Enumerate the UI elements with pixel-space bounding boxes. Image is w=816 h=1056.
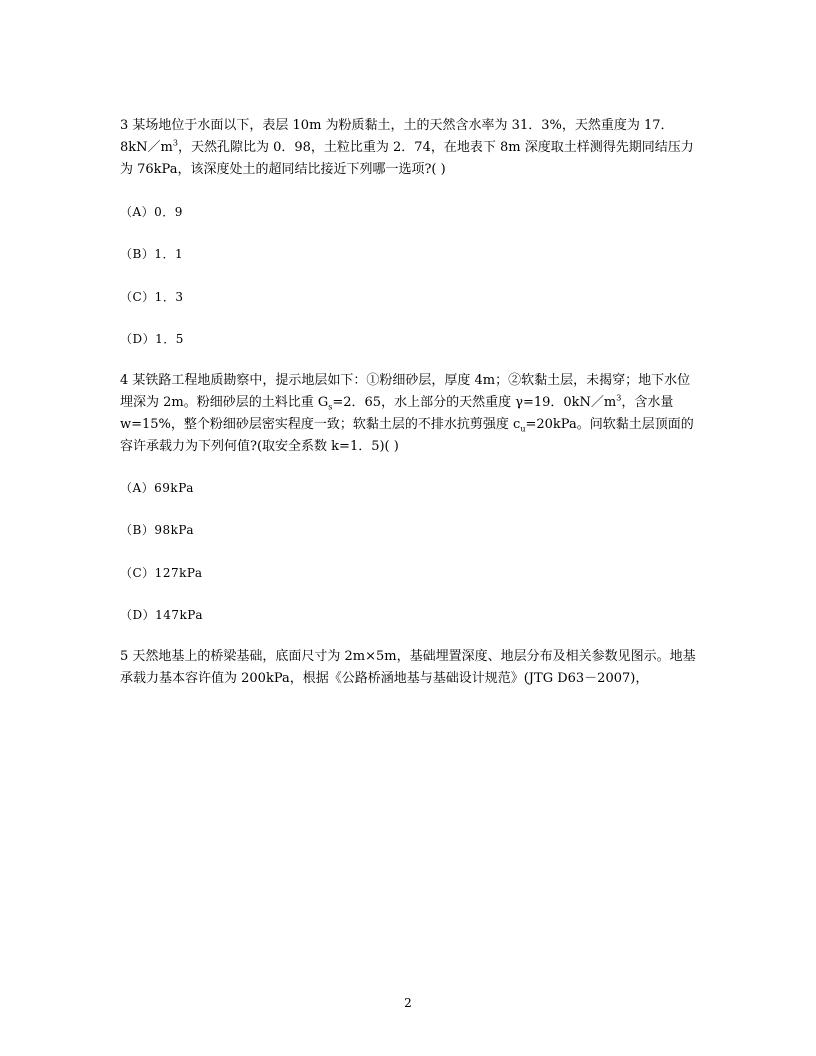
question-4-option-b: （B）98kPa — [120, 523, 195, 537]
question-3-option-c: （C）1．3 — [120, 290, 184, 304]
page-number: 2 — [404, 996, 412, 1010]
question-3-option-b: （B）1．1 — [120, 247, 184, 261]
q4-text-part: =20kPa。问软黏土层顶面的容许承载力为下列何值?(取安全系数 k=1．5)( ) — [120, 417, 694, 454]
question-4-option-d: （D）147kPa — [120, 608, 203, 622]
question-3-option-d: （D）1．5 — [120, 332, 184, 346]
q4-subscript: u — [520, 424, 526, 434]
q4-text-part: 4 某铁路工程地质勘察中，提示地层如下：①粉细砂层，厚度 4m；②软黏土层，未揭穿；地下水位埋深为 2m。粉细砂层的土料比重 G — [120, 373, 691, 410]
question-4-option-a: （A）69kPa — [120, 481, 194, 495]
q3-text-part: ，天然孔隙比为 0．98，土粒比重为 2．74，在地表下 8m 深度取土样测得先期同结压力为 76kPa，该深度处土的超同结比接近下列哪一选项?( ) — [120, 140, 694, 177]
q4-text-part: ，含水量 w=15%，整个粉细砂层密实程度一致；软黏土层的不排水抗剪强度 c — [120, 395, 674, 432]
question-5-text: 5 天然地基上的桥梁基础，底面尺寸为 2m×5m，基础埋置深度、地层分布及相关参数见图示。地基承载力基本容许值为 200kPa，根据《公路桥涵地基与基础设计规范》(JTG D63－2007)， — [120, 649, 696, 686]
question-4-option-c: （C）127kPa — [120, 566, 203, 580]
q4-subscript: s — [328, 402, 333, 412]
q4-superscript: 3 — [616, 393, 622, 403]
q3-superscript: 3 — [172, 138, 178, 148]
q4-text-part: =2．65，水上部分的天然重度 γ=19．0kN／m — [332, 395, 617, 410]
question-3-text — [120, 115, 700, 181]
question-3-option-a: （A）0．9 — [120, 205, 183, 219]
question-4-text — [120, 370, 700, 458]
q3-text-part: 3 某场地位于水面以下，表层 10m 为粉质黏土，土的天然含水率为 31．3%，天然重度为 17．8kN／m — [120, 118, 674, 155]
